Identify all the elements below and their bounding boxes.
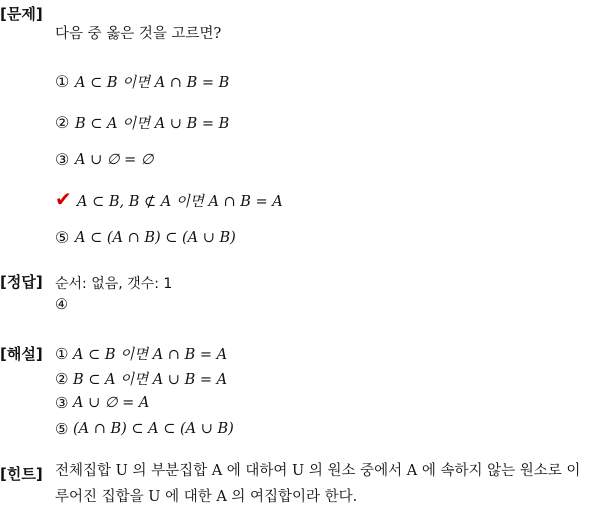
answer-info: 순서: 없음, 갯수: 1 xyxy=(55,276,173,292)
option-4-text: A ⊂ B, B ⊄ A 이면 A ∩ B = A xyxy=(77,193,283,210)
option-2 xyxy=(55,112,229,133)
option-4 xyxy=(55,188,283,212)
solution-line-2 xyxy=(55,368,227,389)
answer-label: [정답] xyxy=(0,273,43,291)
problem-question: 다음 중 옳은 것을 고르면? xyxy=(55,26,222,42)
solution-line-2-text: B ⊂ A 이면 A ∪ B = A xyxy=(73,372,228,388)
solution-line-4-marker: ⑤ xyxy=(55,420,69,438)
hint-text: 전체집합 U 의 부분집합 A 에 대하여 U 의 원소 중에서 A 에 속하지 않는 원소로 이루어진 집합을 U 에 대한 A 의 여집합이라 한다. xyxy=(55,463,581,505)
solution-line-3-text: A ∪ ∅ = A xyxy=(73,395,150,411)
solution-line-3-marker: ③ xyxy=(55,394,69,412)
option-1 xyxy=(55,71,229,92)
hint-label: [힌트] xyxy=(0,465,43,483)
answer-choice: ④ xyxy=(55,297,68,313)
problem-label: [문제] xyxy=(0,5,43,23)
option-3-text: A ∪ ∅ = ∅ xyxy=(75,151,154,168)
option-1-text: A ⊂ B 이면 A ∩ B = B xyxy=(75,75,230,91)
option-2-marker: ② xyxy=(55,113,70,132)
option-5 xyxy=(55,228,236,247)
option-3 xyxy=(55,150,153,169)
option-5-text: A ⊂ (A ∩ B) ⊂ (A ∪ B) xyxy=(75,229,236,246)
solution-line-1-marker: ① xyxy=(55,344,69,363)
option-5-marker: ⑤ xyxy=(55,228,70,247)
solution-line-4-text: (A ∩ B) ⊂ A ⊂ (A ∪ B) xyxy=(73,421,234,437)
solution-label: [해설] xyxy=(0,345,43,363)
check-mark-icon: ✔ xyxy=(55,187,72,211)
solution-line-1-text: A ⊂ B 이면 A ∩ B = A xyxy=(73,347,228,363)
solution-line-1 xyxy=(55,343,227,364)
solution-line-3 xyxy=(55,394,149,412)
option-3-marker: ③ xyxy=(55,150,70,169)
option-2-text: B ⊂ A 이면 A ∪ B = B xyxy=(75,116,230,132)
solution-line-2-marker: ② xyxy=(55,369,69,388)
option-1-marker: ① xyxy=(55,72,70,91)
solution-line-4 xyxy=(55,420,234,438)
